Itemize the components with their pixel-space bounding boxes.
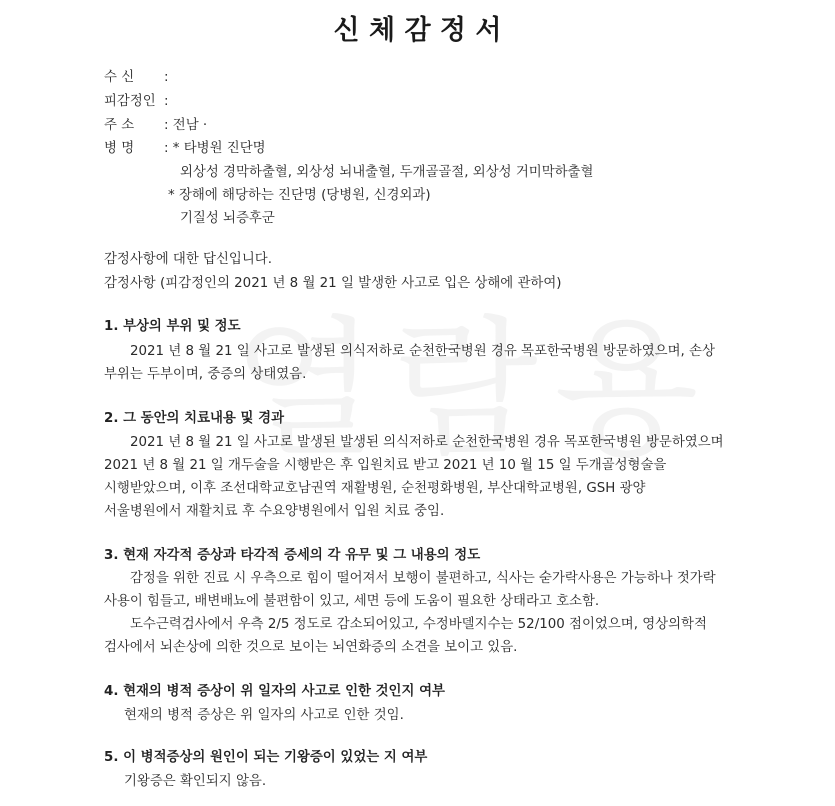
section-2-heading: 2. 그 동안의 치료내용 및 경과 bbox=[104, 411, 285, 426]
section-1-heading: 1. 부상의 부위 및 정도 bbox=[104, 319, 241, 334]
section-3-line-3: 도수근력검사에서 우측 2/5 정도로 감소되어있고, 수정바델지수는 52/100 점이었으며, 영상의학적 bbox=[130, 617, 707, 632]
section-4-heading: 4. 현재의 병적 증상이 위 일자의 사고로 인한 것인지 여부 bbox=[104, 684, 445, 699]
section-1-line-2: 부위는 두부이며, 중증의 상태였음. bbox=[104, 367, 307, 382]
address-label: 주 소 bbox=[104, 118, 135, 133]
diagnosis-injury-list: 기질성 뇌증후군 bbox=[180, 211, 275, 226]
intro-line-1: 감정사항에 대한 답신입니다. bbox=[104, 252, 272, 267]
section-3-heading: 3. 현재 자각적 증상과 타각적 증세의 각 유무 및 그 내용의 정도 bbox=[104, 548, 481, 563]
section-2-line-2: 2021 년 8 월 21 일 개두술을 시행받은 후 입원치료 받고 2021 년 10 월 15 일 두개골성형술을 bbox=[104, 458, 667, 473]
section-3-line-2: 사용이 힘들고, 배변배뇨에 불편함이 있고, 세면 등에 도움이 필요한 상태라고 호소함. bbox=[104, 594, 600, 609]
recipient-label: 수 신 bbox=[104, 70, 135, 85]
section-4-line-1: 현재의 병적 증상은 위 일자의 사고로 인한 것임. bbox=[124, 708, 404, 723]
diagnosis-injury-header: * 장해에 해당하는 진단명 (당병원, 신경외과) bbox=[168, 188, 431, 203]
intro-line-2: 감정사항 (피감정인의 2021 년 8 월 21 일 발생한 사고로 입은 상해에 관하여) bbox=[104, 276, 562, 291]
section-5-heading: 5. 이 병적증상의 원인이 되는 기왕증이 있었는 지 여부 bbox=[104, 750, 428, 765]
document-title: 신 체 감 정 서 bbox=[333, 15, 502, 46]
subject-label: 피감정인 bbox=[104, 94, 156, 109]
diagnosis-value: : * 타병원 진단명 bbox=[164, 141, 266, 156]
section-2-line-4: 서울병원에서 재활치료 후 수요양병원에서 입원 치료 중임. bbox=[104, 504, 445, 519]
diagnosis-other-list: 외상성 경막하출혈, 외상성 뇌내출혈, 두개골골절, 외상성 거미막하출혈 bbox=[180, 165, 594, 180]
section-3-line-1: 감정을 위한 진료 시 우측으로 힘이 떨어져서 보행이 불편하고, 식사는 숟가락사용은 가능하나 젓가락 bbox=[130, 571, 716, 586]
recipient-value: : bbox=[164, 70, 169, 85]
diagnosis-row bbox=[104, 139, 266, 159]
diagnosis-label: 병 명 bbox=[104, 141, 135, 156]
subject-row bbox=[104, 92, 169, 112]
address-value: : 전남 · bbox=[164, 118, 208, 133]
address-row bbox=[104, 116, 207, 136]
section-2-line-3: 시행받았으며, 이후 조선대학교호남권역 재활병원, 순천평화병원, 부산대학교병원, GSH 광양 bbox=[104, 481, 646, 496]
section-2-line-1: 2021 년 8 월 21 일 사고로 발생된 발생된 의식저하로 순천한국병원 경유 목포한국병원 방문하였으며 bbox=[130, 435, 724, 450]
recipient-row bbox=[104, 68, 169, 88]
section-1-line-1: 2021 년 8 월 21 일 사고로 발생된 의식저하로 순천한국병원 경유 목포한국병원 방문하였으며, 손상 bbox=[130, 344, 715, 359]
section-5-line-1: 기왕증은 확인되지 않음. bbox=[124, 774, 267, 789]
subject-value: : bbox=[164, 94, 169, 109]
section-3-line-4: 검사에서 뇌손상에 의한 것으로 보이는 뇌연화증의 소견을 보이고 있음. bbox=[104, 640, 518, 655]
